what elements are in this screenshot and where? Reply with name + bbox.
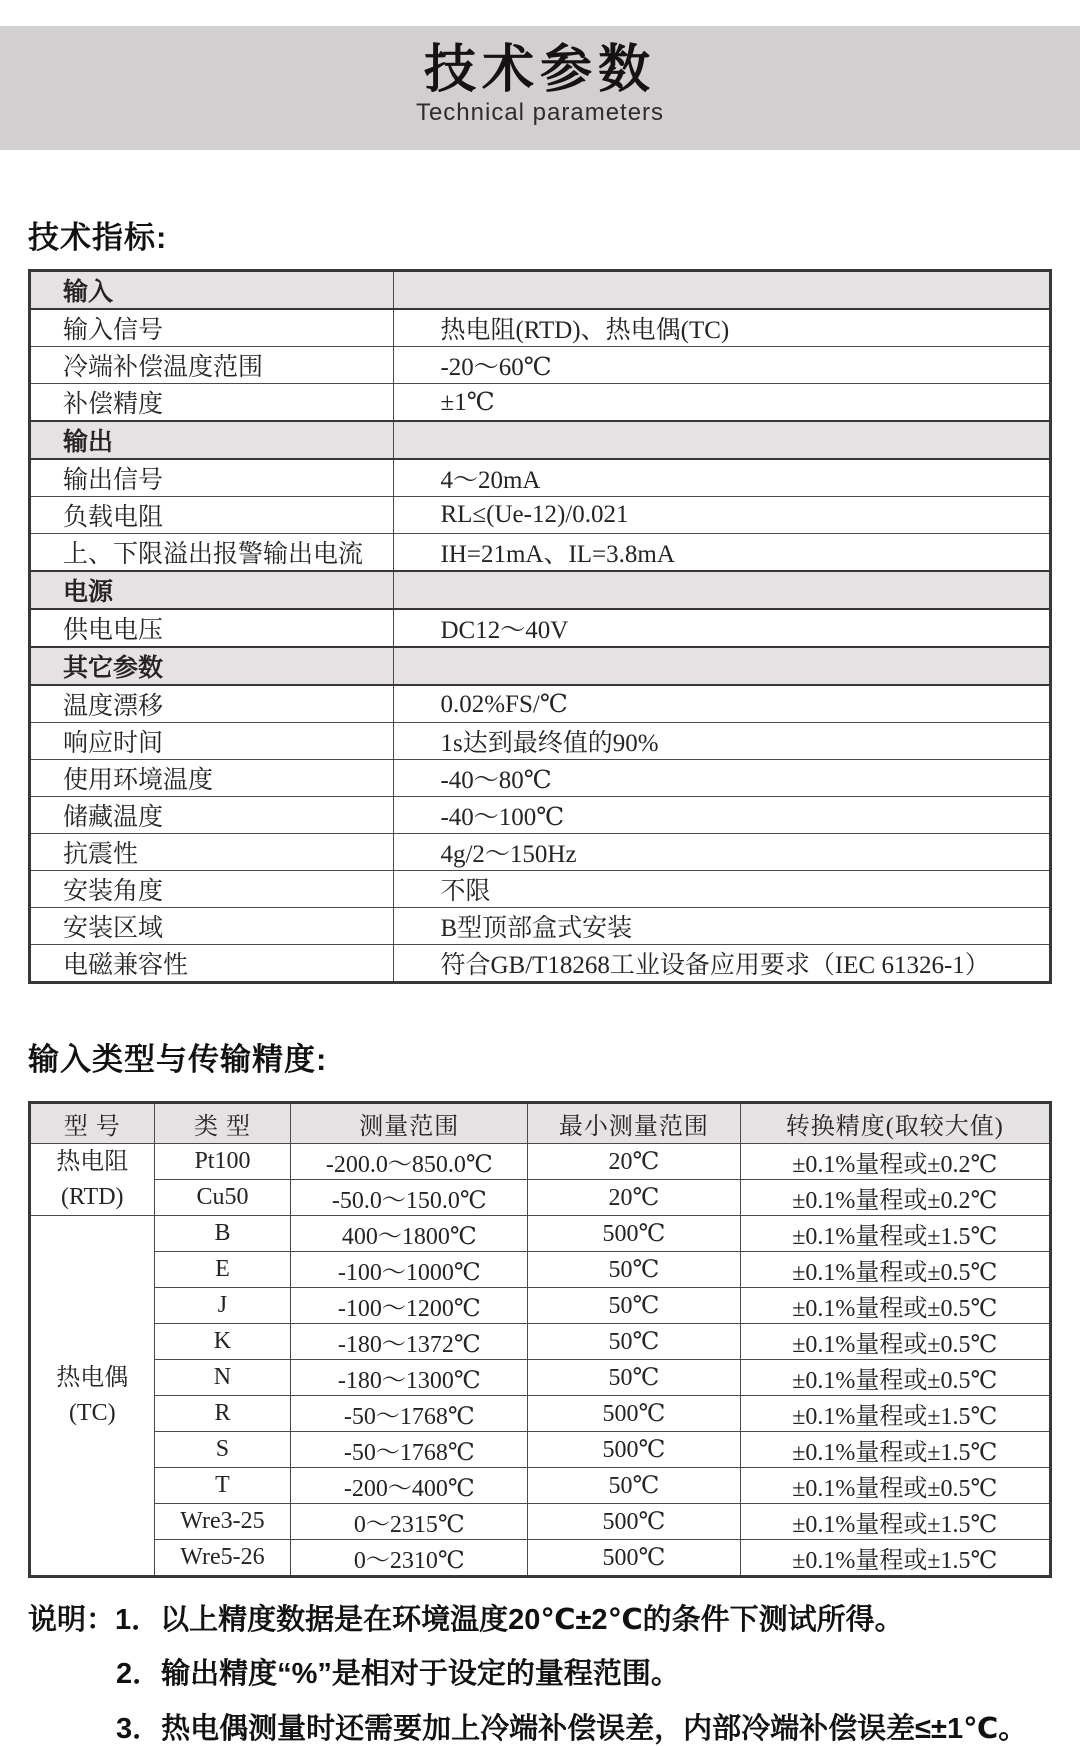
type-cell: Wre5-26 (154, 1540, 291, 1577)
type-cell: E (154, 1252, 291, 1288)
range-cell: -180～1300℃ (291, 1360, 528, 1396)
note-item: 3．热电偶测量时还需要加上冷端补偿误差，内部冷端补偿误差≤±1℃。 (116, 1712, 1028, 1745)
min-range-cell: 50℃ (528, 1288, 740, 1324)
spec-group-value (394, 647, 1051, 685)
notes-prefix: 说明： (28, 1604, 116, 1636)
range-cell: -200～400℃ (291, 1468, 528, 1504)
type-cell: K (154, 1324, 291, 1360)
note-text: 1．以上精度数据是在环境温度20℃±2℃的条件下测试所得。 (115, 1604, 904, 1636)
accuracy-row (30, 1180, 1051, 1216)
accuracy-cell: ±0.1%量程或±0.5℃ (740, 1324, 1050, 1360)
spec-row (30, 347, 1051, 384)
accuracy-row (30, 1468, 1051, 1504)
spec-row-value: 1s达到最终值的90% (394, 723, 1051, 760)
accuracy-header-accuracy: 转换精度(取较大值) (740, 1103, 1050, 1144)
range-cell: -180～1372℃ (291, 1324, 528, 1360)
accuracy-cell: ±0.1%量程或±1.5℃ (740, 1540, 1050, 1577)
min-range-cell: 500℃ (528, 1504, 740, 1540)
spec-group-label: 其它参数 (30, 647, 394, 685)
spec-row-value: 热电阻(RTD)、热电偶(TC) (394, 309, 1051, 347)
min-range-cell: 50℃ (528, 1324, 740, 1360)
accuracy-row (30, 1360, 1051, 1396)
accuracy-section-heading: 输入类型与传输精度: (28, 1042, 328, 1077)
spec-group-value (394, 271, 1051, 310)
spec-row-value: 不限 (394, 871, 1051, 908)
title-band (0, 26, 1080, 150)
spec-row (30, 534, 1051, 572)
document-page (0, 26, 1080, 1745)
type-cell: S (154, 1432, 291, 1468)
model-cell-tc (30, 1216, 155, 1577)
spec-row-value: 4～20mA (394, 459, 1051, 497)
spec-row-label: 冷端补偿温度范围 (30, 347, 394, 384)
spec-row (30, 685, 1051, 723)
accuracy-row (30, 1540, 1051, 1577)
spec-group-label: 输入 (30, 271, 394, 310)
range-cell: -200.0～850.0℃ (291, 1144, 528, 1180)
spec-row (30, 871, 1051, 908)
model-name: 热电阻 (56, 1148, 129, 1175)
model-abbr: (RTD) (61, 1183, 124, 1210)
accuracy-table (28, 1101, 1052, 1578)
notes (28, 1604, 1052, 1746)
min-range-cell: 50℃ (528, 1360, 740, 1396)
min-range-cell: 500℃ (528, 1216, 740, 1252)
type-cell: R (154, 1396, 291, 1432)
accuracy-cell: ±0.1%量程或±1.5℃ (740, 1216, 1050, 1252)
accuracy-row (30, 1216, 1051, 1252)
accuracy-header-range: 测量范围 (291, 1103, 528, 1144)
min-range-cell: 500℃ (528, 1396, 740, 1432)
range-cell: -50.0～150.0℃ (291, 1180, 528, 1216)
type-cell: Cu50 (154, 1180, 291, 1216)
content (0, 212, 1080, 1746)
model-name: 热电偶 (56, 1364, 129, 1391)
spec-group-header-row (30, 271, 1051, 310)
type-cell: N (154, 1360, 291, 1396)
type-cell: Wre3-25 (154, 1504, 291, 1540)
spec-row-label: 供电电压 (30, 609, 394, 647)
min-range-cell: 20℃ (528, 1144, 740, 1180)
range-cell: -100～1200℃ (291, 1288, 528, 1324)
accuracy-row (30, 1144, 1051, 1180)
spec-row-value: -40～100℃ (394, 797, 1051, 834)
page-subtitle: Technical parameters (415, 99, 665, 127)
spec-row-label: 响应时间 (30, 723, 394, 760)
spec-row-value: -20～60℃ (394, 347, 1051, 384)
spec-row-label: 电磁兼容性 (30, 945, 394, 983)
accuracy-cell: ±0.1%量程或±1.5℃ (740, 1504, 1050, 1540)
spec-row-value: B型顶部盒式安装 (394, 908, 1051, 945)
min-range-cell: 500℃ (528, 1432, 740, 1468)
type-cell: T (154, 1468, 291, 1504)
spec-row-label: 输出信号 (30, 459, 394, 497)
type-cell: J (154, 1288, 291, 1324)
model-cell-rtd (30, 1144, 155, 1216)
accuracy-cell: ±0.1%量程或±0.5℃ (740, 1288, 1050, 1324)
accuracy-row (30, 1432, 1051, 1468)
spec-row-value: -40～80℃ (394, 760, 1051, 797)
spec-row (30, 760, 1051, 797)
accuracy-row (30, 1396, 1051, 1432)
spec-row-label: 安装角度 (30, 871, 394, 908)
min-range-cell: 50℃ (528, 1252, 740, 1288)
spec-row-value: ±1℃ (394, 384, 1051, 422)
spec-row-value: DC12～40V (394, 609, 1051, 647)
accuracy-cell: ±0.1%量程或±0.5℃ (740, 1360, 1050, 1396)
spec-row-value: RL≤(Ue-12)/0.021 (394, 497, 1051, 534)
spec-row-label: 上、下限溢出报警输出电流 (30, 534, 394, 572)
spec-row-label: 使用环境温度 (30, 760, 394, 797)
spec-row-label: 负载电阻 (30, 497, 394, 534)
spec-row (30, 609, 1051, 647)
model-abbr: (TC) (68, 1399, 116, 1426)
range-cell: -100～1000℃ (291, 1252, 528, 1288)
spec-group-header-row (30, 421, 1051, 459)
range-cell: 400～1800℃ (291, 1216, 528, 1252)
spec-group-label: 电源 (30, 571, 394, 609)
spec-row (30, 384, 1051, 422)
spec-row (30, 459, 1051, 497)
range-cell: -50～1768℃ (291, 1396, 528, 1432)
spec-row-label: 补偿精度 (30, 384, 394, 422)
spec-table (28, 269, 1052, 984)
spec-row (30, 945, 1051, 983)
type-cell: Pt100 (154, 1144, 291, 1180)
spec-group-value (394, 571, 1051, 609)
accuracy-row (30, 1288, 1051, 1324)
accuracy-cell: ±0.1%量程或±0.2℃ (740, 1144, 1050, 1180)
range-cell: 0～2310℃ (291, 1540, 528, 1577)
range-cell: 0～2315℃ (291, 1504, 528, 1540)
spec-row (30, 309, 1051, 347)
spec-group-label: 输出 (30, 421, 394, 459)
accuracy-cell: ±0.1%量程或±0.2℃ (740, 1180, 1050, 1216)
accuracy-header-min-range: 最小测量范围 (528, 1103, 740, 1144)
spec-row-value: 符合GB/T18268工业设备应用要求（IEC 61326-1） (394, 945, 1051, 983)
accuracy-cell: ±0.1%量程或±0.5℃ (740, 1468, 1050, 1504)
spec-row (30, 723, 1051, 760)
type-cell: B (154, 1216, 291, 1252)
spec-row-value: 4g/2～150Hz (394, 834, 1051, 871)
accuracy-row (30, 1324, 1051, 1360)
accuracy-row (30, 1504, 1051, 1540)
spec-row-label: 储藏温度 (30, 797, 394, 834)
spec-row-label: 温度漂移 (30, 685, 394, 723)
page-title: 技术参数 (423, 41, 656, 99)
spec-row (30, 908, 1051, 945)
range-cell: -50～1768℃ (291, 1432, 528, 1468)
spec-row (30, 834, 1051, 871)
spec-group-header-row (30, 647, 1051, 685)
spec-row-label: 抗震性 (30, 834, 394, 871)
spec-group-header-row (30, 571, 1051, 609)
spec-row-label: 安装区域 (30, 908, 394, 945)
spec-group-value (394, 421, 1051, 459)
accuracy-header-model: 型 号 (30, 1103, 155, 1144)
min-range-cell: 50℃ (528, 1468, 740, 1504)
min-range-cell: 500℃ (528, 1540, 740, 1577)
spec-section-heading: 技术指标: (28, 220, 168, 255)
accuracy-cell: ±0.1%量程或±1.5℃ (740, 1432, 1050, 1468)
accuracy-cell: ±0.1%量程或±0.5℃ (740, 1252, 1050, 1288)
accuracy-header-row (30, 1103, 1051, 1144)
note-item: 2．输出精度“%”是相对于设定的量程范围。 (116, 1658, 680, 1691)
note-item (28, 1604, 1052, 1637)
accuracy-cell: ±0.1%量程或±1.5℃ (740, 1396, 1050, 1432)
spec-row-label: 输入信号 (30, 309, 394, 347)
min-range-cell: 20℃ (528, 1180, 740, 1216)
spec-row-value: 0.02%FS/℃ (394, 685, 1051, 723)
accuracy-header-type: 类 型 (154, 1103, 291, 1144)
spec-row-value: IH=21mA、IL=3.8mA (394, 534, 1051, 572)
accuracy-row (30, 1252, 1051, 1288)
spec-row (30, 497, 1051, 534)
spec-row (30, 797, 1051, 834)
